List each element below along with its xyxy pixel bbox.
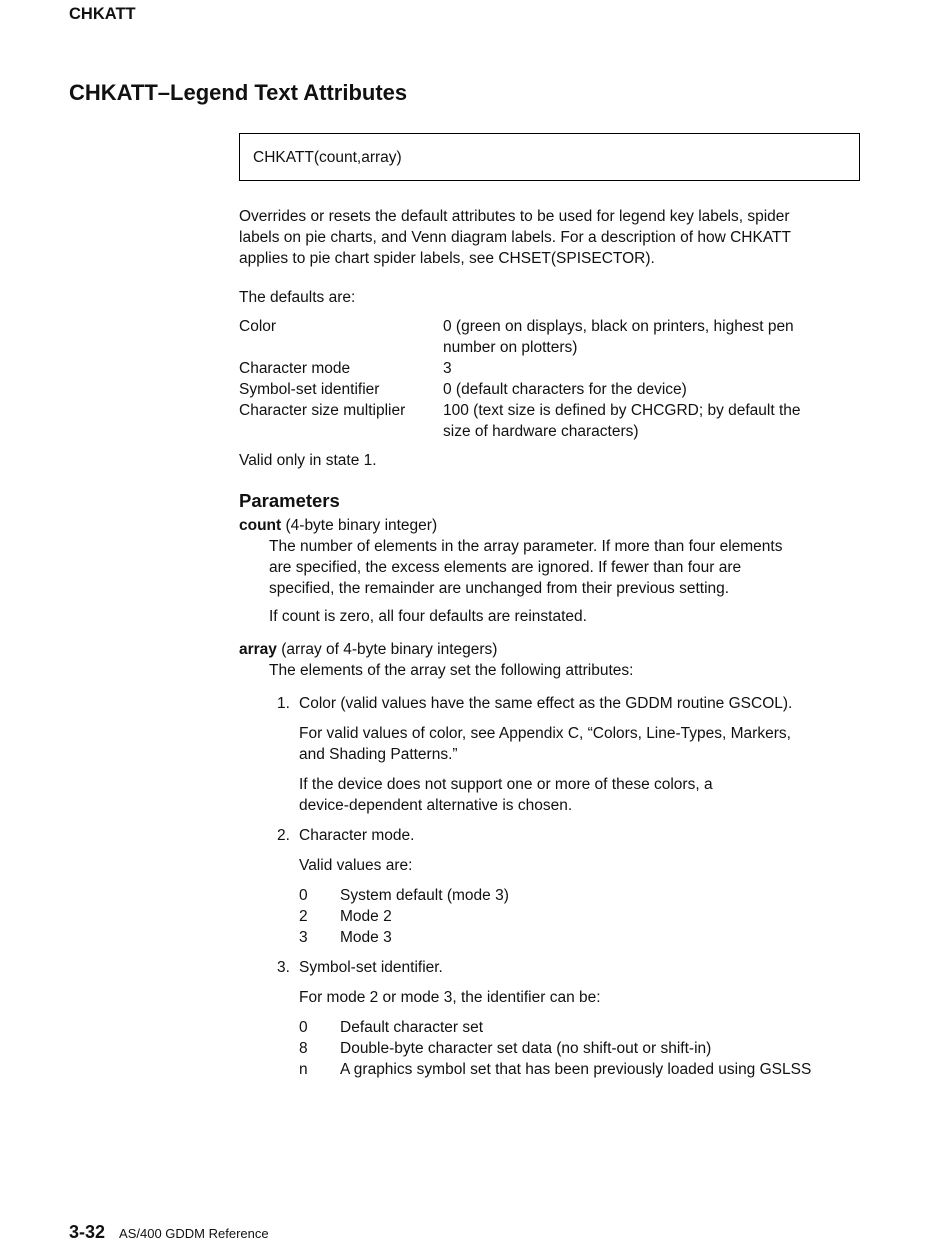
param-array-description: The elements of the array set the following attributes: (269, 662, 634, 679)
defaults-value (443, 359, 859, 380)
value-code: n (299, 1061, 308, 1078)
value-code: 0 (299, 1019, 308, 1036)
defaults-value (443, 401, 859, 443)
list-item-text: Symbol-set identifier. (299, 959, 443, 976)
param-array-header (239, 640, 497, 661)
intro-line: labels on pie charts, and Venn diagram labels. For a description of how CHKATT (239, 228, 791, 246)
footer-reference: AS/400 GDDM Reference (119, 1226, 269, 1241)
param-count-desc-line: are specified, the excess elements are ignored. If fewer than four are (269, 558, 742, 576)
intro-line: applies to pie chart spider labels, see CHSET(SPISECTOR). (239, 249, 655, 267)
defaults-value (443, 317, 859, 359)
param-count-term: count (239, 517, 282, 534)
param-count-zero-note: If count is zero, all four defaults are reinstated. (269, 608, 587, 625)
param-count-type: (4-byte binary integer) (281, 517, 438, 534)
param-count-desc-line: The number of elements in the array parameter. If more than four elements (269, 538, 783, 555)
paragraph-line: If the device does not support one or more of these colors, a (299, 776, 713, 793)
paragraph-line: For valid values of color, see Appendix C, “Colors, Line-Types, Markers, (299, 725, 791, 742)
defaults-value-line: 3 (443, 360, 452, 377)
value-code: 8 (299, 1040, 308, 1057)
list-item-text: Color (valid values have the same effect as the GDDM routine GSCOL). (299, 695, 793, 712)
page-footer (69, 1222, 269, 1243)
defaults-value-line: number on plotters) (443, 338, 578, 356)
defaults-value (443, 380, 859, 401)
defaults-key: Color (239, 318, 277, 335)
parameters-section (239, 516, 859, 1076)
list-item-paragraph (299, 775, 859, 817)
value-code: 0 (299, 887, 308, 904)
running-head: CHKATT (69, 5, 136, 23)
param-count-description (269, 537, 859, 599)
page-number: 3-32 (69, 1222, 106, 1242)
value-code: 3 (299, 929, 308, 946)
paragraph-line: and Shading Patterns.” (299, 745, 458, 763)
defaults-key: Character mode (239, 360, 351, 377)
value-description: Mode 3 (340, 929, 392, 946)
page-title: CHKATT–Legend Text Attributes (69, 80, 408, 105)
list-item-text: Character mode. (299, 827, 415, 844)
defaults-heading: The defaults are: (239, 289, 356, 306)
defaults-key: Symbol-set identifier (239, 381, 380, 398)
list-item-number: 2. (277, 827, 290, 844)
defaults-table (239, 317, 859, 447)
defaults-value-line: 0 (green on displays, black on printers, highest pen (443, 318, 794, 335)
syntax-text: CHKATT(count,array) (253, 149, 402, 166)
intro-line: Overrides or resets the default attributes to be used for legend key labels, spider (239, 208, 790, 225)
intro-paragraph (239, 207, 859, 269)
param-count-desc-line: specified, the remainder are unchanged from their previous setting. (269, 579, 730, 597)
paragraph-line: device-dependent alternative is chosen. (299, 796, 573, 814)
defaults-key: Character size multiplier (239, 402, 406, 419)
list-item-intro: Valid values are: (299, 857, 413, 874)
defaults-value-line: 0 (default characters for the device) (443, 381, 687, 398)
value-description: A graphics symbol set that has been previously loaded using GSLSS (340, 1061, 812, 1078)
parameters-heading: Parameters (239, 490, 340, 511)
list-item-intro: For mode 2 or mode 3, the identifier can be: (299, 989, 601, 1006)
list-item-paragraph (299, 724, 859, 766)
value-description: Default character set (340, 1019, 484, 1036)
param-array-type: (array of 4-byte binary integers) (276, 641, 498, 658)
value-description: Double-byte character set data (no shift-out or shift-in) (340, 1040, 712, 1057)
defaults-value-line: size of hardware characters) (443, 422, 639, 440)
list-item-number: 3. (277, 959, 290, 976)
valid-state-note: Valid only in state 1. (239, 452, 377, 469)
defaults-value-line: 100 (text size is defined by CHCGRD; by default the (443, 402, 801, 419)
value-description: System default (mode 3) (340, 887, 509, 904)
param-count-header (239, 516, 437, 537)
param-array-term: array (239, 641, 277, 658)
value-description: Mode 2 (340, 908, 392, 925)
syntax-box (239, 133, 860, 181)
value-code: 2 (299, 908, 308, 925)
list-item-number: 1. (277, 695, 290, 712)
